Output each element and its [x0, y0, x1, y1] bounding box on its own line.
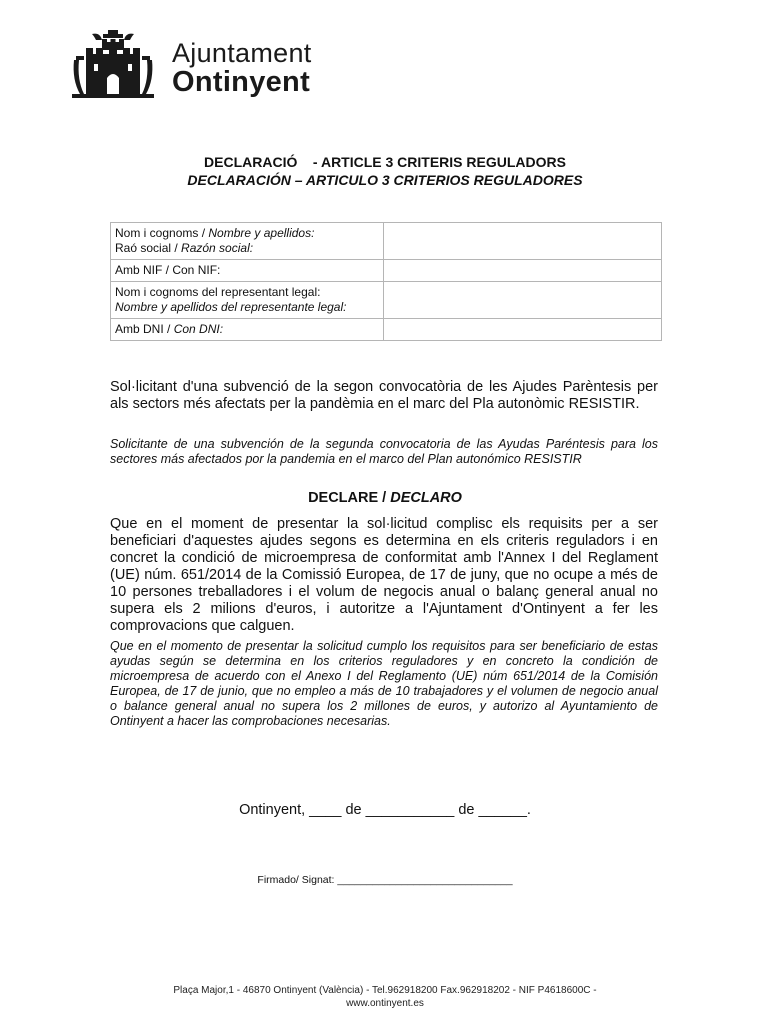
label-business-name-es: Razón social:	[181, 241, 254, 255]
label-dni-ca: Amb DNI /	[115, 322, 174, 336]
label-business-name-ca: Raó social /	[115, 241, 182, 255]
label-dni-es: Con DNI:	[173, 322, 224, 336]
label-representative-ca: Nom i cognoms del representant legal:	[115, 285, 321, 299]
declare-heading	[0, 490, 770, 506]
page-footer	[0, 984, 770, 1010]
label-name-es: Nombre y apellidos:	[208, 226, 315, 240]
document-title-spanish: DECLARACIÓN – ARTICULO 3 CRITERIOS REGULADORES	[187, 172, 583, 188]
logo-text-ontinyent: Ontinyent	[172, 66, 311, 98]
declare-heading-ca: DECLARE /	[308, 490, 391, 506]
dni-input-cell[interactable]	[384, 319, 662, 341]
document-title-catalan: DECLARACIÓ - ARTICLE 3 CRITERIS REGULADORS	[204, 154, 566, 170]
name-input-cell[interactable]	[384, 223, 662, 260]
form-row-dni	[111, 319, 662, 341]
footer-website: www.ontinyent.es	[346, 998, 424, 1009]
nif-input-cell[interactable]	[384, 260, 662, 282]
place-date-line[interactable]: Ontinyent, ____ de ___________ de ______.	[239, 802, 531, 818]
declaration-text-spanish: Que en el momento de presentar la solicitud cumplo los requisitos para ser beneficiario de estas ayudas según se determina en los criterios reguladores y en concreto la condición de microempresa de acuerdo con el Anexo I del Reglamento (UE) núm 651/2014 de la Comisión Europea, de 17 de junio, que no empleo a más de 10 trabajadores y el volumen de negocio anual o balance general anual no supera los 2 millones de euros, y autorizo al Ayuntamiento de Ontinyent a hacer las comprobaciones necesarias.	[110, 639, 658, 728]
form-row-legal-representative	[111, 282, 662, 319]
form-row-nif	[111, 260, 662, 282]
form-label-name	[111, 223, 384, 260]
declaration-text-catalan: Que en el moment de presentar la sol·licitud complisc els requisits per a ser beneficiari d'aquestes ajudes segons es determina en els criteris reguladors i en concret la condició de microempresa de conformitat amb l'Annex I del Reglament (UE) núm. 651/2014 de la Comissió Europea, de 17 de juny, que no ocupe a més de 10 persones treballadores i el volum de negocis anual o balanç general anual no supera els 2 milions d'euros, i autoritze a l'Ajuntament d'Ontinyent a fer les comprovacions que calguen.	[110, 516, 658, 634]
form-label-nif	[111, 260, 384, 282]
applicant-statement-catalan: Sol·licitant d'una subvenció de la segon convocatòria de les Ajudes Parèntesis per als sectors més afectats per la pandèmia en el marc del Pla autonòmic RESISTIR.	[110, 379, 658, 412]
label-nif: Amb NIF / Con NIF:	[115, 263, 221, 277]
applicant-data-table	[110, 222, 662, 341]
label-representative-es: Nombre y apellidos del representante legal:	[115, 300, 347, 314]
form-label-legal-representative	[111, 282, 384, 319]
applicant-statement-spanish: Solicitante de una subvención de la segunda convocatoria de las Ayudas Paréntesis para los sectores más afectados por la pandemia en el marco del Plan autonómico RESISTIR	[110, 437, 658, 466]
form-row-name	[111, 223, 662, 260]
label-name-ca: Nom i cognoms /	[115, 226, 209, 240]
signature-line[interactable]: Firmado/ Signat: ______________________________	[257, 874, 513, 886]
ontinyent-coat-of-arms-logo	[72, 30, 154, 98]
legal-representative-input-cell[interactable]	[384, 282, 662, 319]
logo-text-ajuntament: Ajuntament	[172, 38, 312, 68]
footer-address: Plaça Major,1 - 46870 Ontinyent (València) - Tel.962918200 Fax.962918202 - NIF P4618600C -	[173, 985, 597, 996]
form-label-dni	[111, 319, 384, 341]
declare-heading-es: DECLARO	[390, 490, 462, 506]
